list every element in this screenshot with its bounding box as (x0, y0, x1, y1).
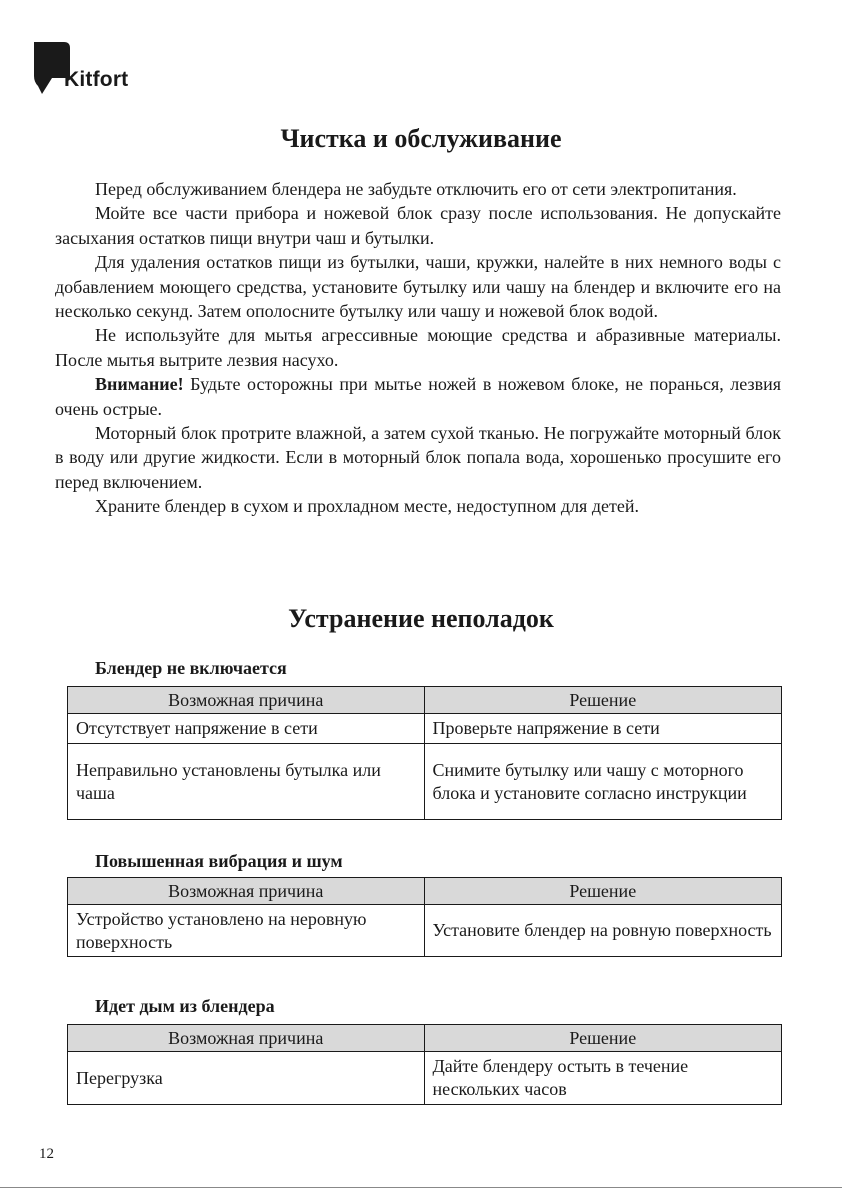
solution-cell: Дайте блендеру остыть в течение нескольких часов (424, 1052, 782, 1105)
table-row (68, 744, 782, 820)
warning-paragraph (55, 372, 781, 421)
page-bottom-rule (0, 1187, 842, 1188)
paragraph: Мойте все части прибора и ножевой блок сразу после использования. Не допускайте засыхания остатков пищи внутри чаш и бутылки. (55, 203, 781, 248)
cause-cell: Устройство установлено на неровную поверхность (68, 905, 425, 957)
header-cause: Возможная причина (68, 687, 425, 714)
solution-cell: Установите блендер на ровную поверхность (424, 905, 782, 957)
cleaning-title: Чистка и обслуживание (280, 124, 562, 153)
paragraph: Не используйте для мытья агрессивные моющие средства и абразивные материалы. После мытья вытрите лезвия насухо. (55, 325, 781, 370)
troubleshooting-title: Устранение неполадок (288, 604, 554, 633)
cause-cell: Перегрузка (68, 1052, 425, 1105)
header-solution: Решение (424, 1025, 782, 1052)
header-cause: Возможная причина (68, 1025, 425, 1052)
paragraph: Храните блендер в сухом и прохладном месте, недоступном для детей. (95, 496, 639, 517)
trouble-table (67, 1024, 782, 1105)
brand-name: Kitfort (64, 68, 129, 91)
paragraph: Перед обслуживанием блендера не забудьте отключить его от сети электропитания. (95, 179, 737, 199)
table-row (68, 714, 782, 744)
brand-logo (34, 42, 144, 94)
table-header-row (68, 1025, 782, 1052)
page-number: 12 (39, 1146, 54, 1162)
warning-label: Внимание! (95, 374, 184, 395)
header-cause: Возможная причина (68, 878, 425, 905)
cause-cell: Отсутствует напряжение в сети (68, 714, 425, 744)
cleaning-body (55, 177, 781, 519)
table-header-row (68, 878, 782, 905)
section-title: Повышенная вибрация и шум (95, 851, 343, 871)
trouble-table (67, 877, 782, 957)
header-solution: Решение (424, 687, 782, 714)
table-header-row (68, 687, 782, 714)
section-title: Блендер не включается (95, 658, 287, 678)
header-solution: Решение (424, 878, 782, 905)
table-row (68, 905, 782, 957)
solution-cell: Снимите бутылку или чашу с моторного блока и установите согласно инструкции (424, 744, 782, 820)
cause-cell: Неправильно установлены бутылка или чаша (68, 744, 425, 820)
warning-text: Будьте осторожны при мытье ножей в ножевом блоке, не поранься, лезвия очень острые. (55, 374, 781, 419)
paragraph: Моторный блок протрите влажной, а затем сухой тканью. Не погружайте моторный блок в воду или другие жидкости. Если в моторный блок попала вода, хорошенько просушите его перед включением. (55, 423, 781, 492)
trouble-table (67, 686, 782, 820)
section-title: Идет дым из блендера (95, 996, 275, 1016)
paragraph: Для удаления остатков пищи из бутылки, чаши, кружки, налейте в них немного воды с добавлением моющего средства, установите бутылку или чашу на блендер и включите его на несколько секунд. Затем ополосните бутылку или чашу и ножевой блок водой. (55, 252, 781, 322)
table-row (68, 1052, 782, 1105)
solution-cell: Проверьте напряжение в сети (424, 714, 782, 744)
